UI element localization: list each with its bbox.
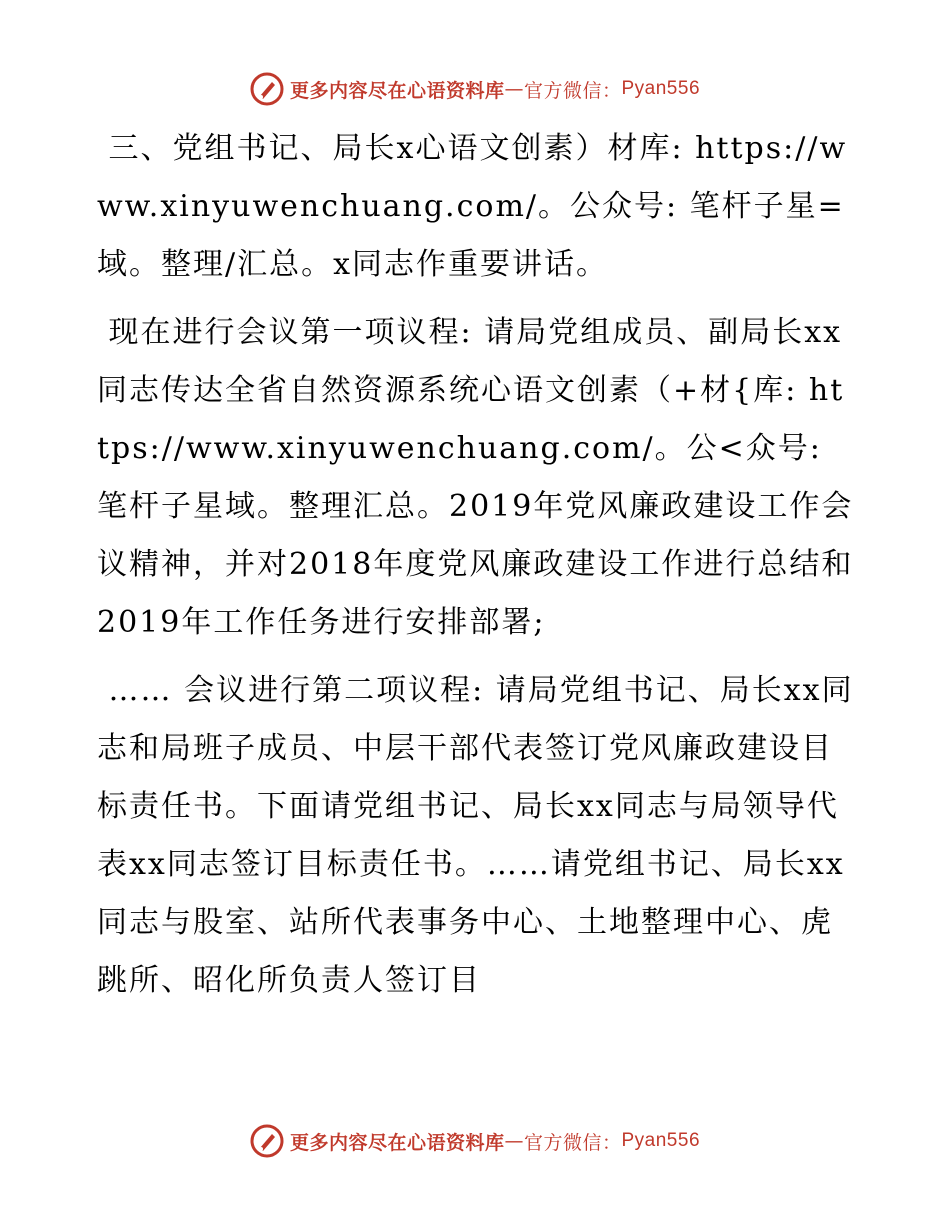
paragraph-1: 三、党组书记、局长x心语文创素）材库: https://www.xinyuwenchuang.com/。公众号: 笔杆子星=域。整理/汇总。x同志作重要讲话。	[97, 131, 848, 282]
header-banner	[0, 72, 950, 106]
pen-nib-logo-icon	[250, 72, 284, 106]
banner-wechat-handle: Pyan556	[621, 78, 701, 99]
banner-wechat-handle: Pyan556	[621, 1130, 701, 1151]
banner-brand: 更多内容尽在心语资料库	[289, 79, 505, 102]
banner-wechat-label: 官方微信：	[523, 79, 622, 102]
paragraph-3: …… 会议进行第二项议程: 请局党组书记、局长xx同志和局班子成员、中层干部代表签订党风廉政建设目标责任书。下面请党组书记、局长xx同志与局领导代表xx同志签订目标责任书。……请党组书记、局长xx同志与股室、站所代表事务中心、土地整理中心、虎跳所、昭化所负责人签订目	[97, 673, 854, 998]
pen-nib-logo-icon	[250, 1124, 284, 1158]
banner-separator: —	[504, 78, 524, 100]
banner-wechat-label: 官方微信：	[523, 1131, 622, 1154]
paragraph-2: 现在进行会议第一项议程: 请局党组成员、副局长xx同志传达全省自然资源系统心语文创素（+材{库: https://www.xinyuwenchuang.com/。公<众号: 笔杆子星域。整理汇总。2019年党风廉政建设工作会议精神，并对2018年度党风廉政建设工作进行总结和2019年工作任务进行安排部署;	[97, 315, 854, 640]
banner-brand: 更多内容尽在心语资料库	[289, 1131, 505, 1154]
footer-banner	[0, 1124, 950, 1158]
document-body	[97, 120, 857, 1020]
banner-separator: —	[504, 1130, 524, 1152]
